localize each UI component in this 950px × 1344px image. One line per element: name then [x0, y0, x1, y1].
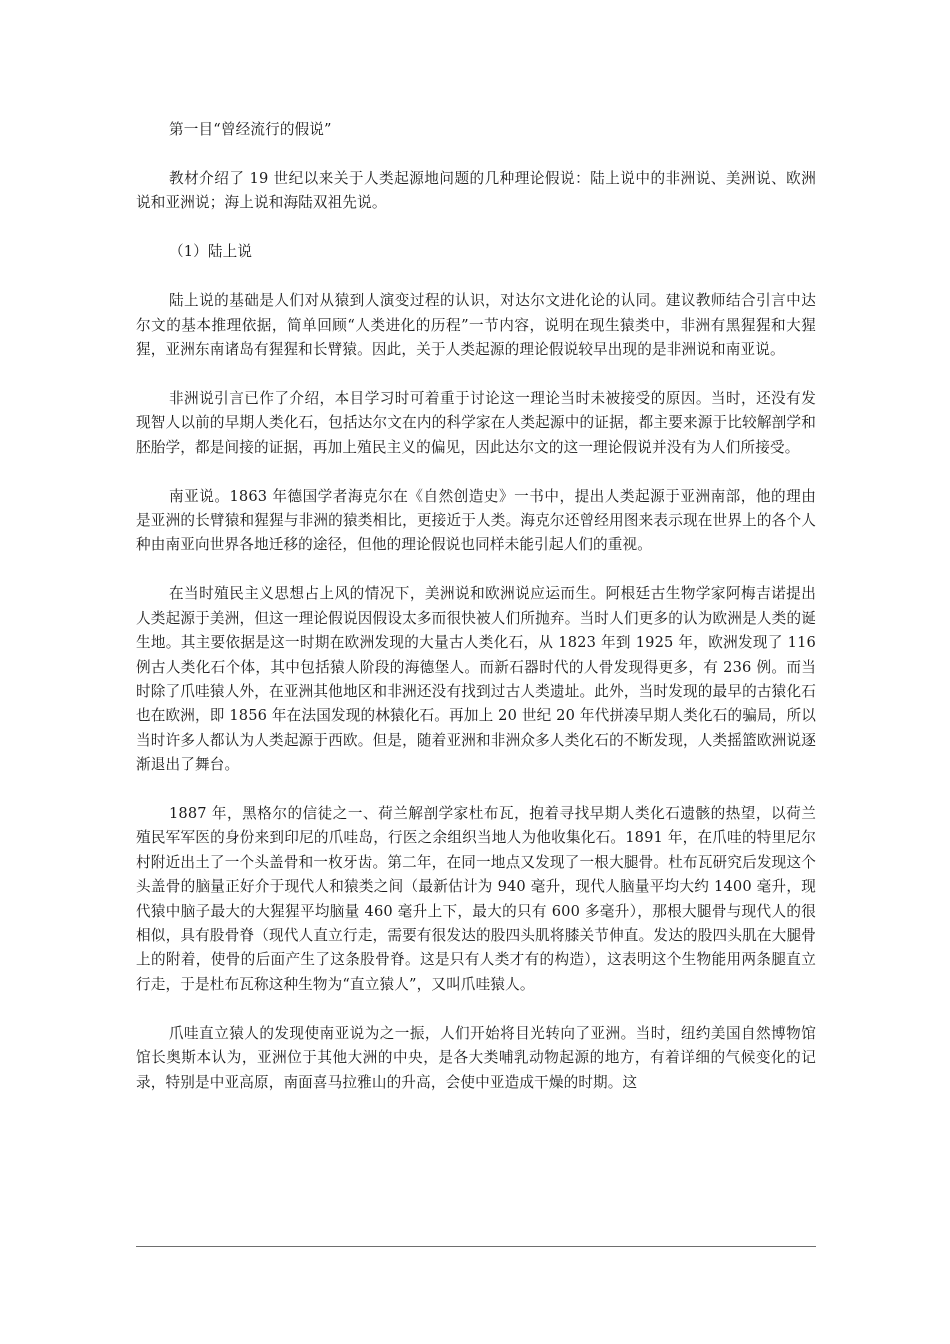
paragraph-land-theory: 陆上说的基础是人们对从猿到人演变过程的认识，对达尔文进化论的认同。建议教师结合引言中达尔文的基本推理依据，简单回顾“人类进化的历程”一节内容，说明在现生猿类中，非洲有黑猩猩和大猩猩，亚洲东南诸岛有猩猩和长臂猿。因此，关于人类起源的理论假说较早出现的是非洲说和南亚说。	[136, 292, 816, 358]
paragraph-africa-theory: 非洲说引言已作了介绍，本目学习时可着重于讨论这一理论当时未被接受的原因。当时，还没有发现智人以前的早期人类化石，包括达尔文在内的科学家在人类起源中的证据，都主要来源于比较解剖学和胚胎学，都是间接的证据，再加上殖民主义的偏见，因此达尔文的这一理论假说并没有为人们所接受。	[136, 389, 816, 456]
subsection-heading: （1）陆上说	[169, 243, 253, 261]
paragraph-intro: 教材介绍了 19 世纪以来关于人类起源地问题的几种理论假说：陆上说中的非洲说、美洲说、欧洲说和亚洲说；海上说和海陆双祖先说。	[136, 169, 816, 212]
section-heading: 第一目“曾经流行的假说”	[169, 121, 332, 138]
paragraph-asia-theory: 爪哇直立猿人的发现使南亚说为之一振，人们开始将目光转向了亚洲。当时，纽约美国自然博物馆馆长奥斯本认为，亚洲位于其他大洲的中央，是各大类哺乳动物起源的地方，有着详细的气候变化的记录，特别是中亚高原，南面喜马拉雅山的升高，会使中亚造成干燥的时期。这	[136, 1024, 816, 1091]
paragraph-south-asia-theory: 南亚说。1863 年德国学者海克尔在《自然创造史》一书中，提出人类起源于亚洲南部，他的理由是亚洲的长臂猿和猩猩与非洲的猿类相比，更接近于人类。海克尔还曾经用图来表示现在世界上的各个人种由南亚向世界各地迁移的途径，但他的理论假说也同样未能引起人们的重视。	[136, 487, 816, 554]
document-body	[136, 118, 816, 1120]
paragraph-java-man: 1887 年，黑格尔的信徒之一、荷兰解剖学家杜布瓦，抱着寻找早期人类化石遗骸的热望，以荷兰殖民军军医的身份来到印尼的爪哇岛，行医之余组织当地人为他收集化石。1891 年，在爪哇的特里尼尔村附近出土了一个头盖骨和一枚牙齿。第二年，在同一地点又发现了一根大腿骨。杜布瓦研究后发现这个头盖骨的脑量正好介于现代人和猿类之间（最新估计为 940 毫升，现代人脑量平均大约 1400 毫升，现代猿中脑子最大的大猩猩平均脑量 460 毫升上下，最大的只有 600 多毫升），那根大腿骨与现代人的很相似，具有股骨脊（现代人直立行走，需要有很发达的股四头肌将膝关节伸直。发达的股四头肌在大腿骨上的附着，使骨的后面产生了这条股骨脊。这是只有人类才有的构造），这表明这个生物能用两条腿直立行走，于是杜布瓦称这种生物为“直立猿人”，又叫爪哇猿人。	[136, 805, 816, 993]
footer-divider	[136, 1246, 816, 1247]
paragraph-america-europe-theory: 在当时殖民主义思想占上风的情况下，美洲说和欧洲说应运而生。阿根廷古生物学家阿梅吉诺提出人类起源于美洲，但这一理论假说因假设太多而很快被人们所抛弃。当时人们更多的认为欧洲是人类的诞生地。其主要依据是这一时期在欧洲发现的大量古人类化石，从 1823 年到 1925 年，欧洲发现了 116 例古人类化石个体，其中包括猿人阶段的海德堡人。而新石器时代的人骨发现得更多，有 236 例。而当时除了爪哇猿人外，在亚洲其他地区和非洲还没有找到过古人类遗址。此外，当时发现的最早的古猿化石也在欧洲，即 1856 年在法国发现的林猿化石。再加上 20 世纪 20 年代拼凑早期人类化石的骗局，所以当时许多人都认为人类起源于西欧。但是，随着亚洲和非洲众多人类化石的不断发现，人类摇篮欧洲说逐渐退出了舞台。	[136, 585, 816, 774]
